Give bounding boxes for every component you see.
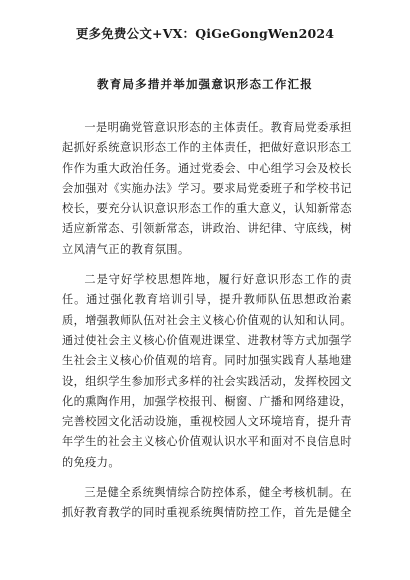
paragraph-3: 三是健全系统舆情综合防控体系，健全考核机制。在抓好教育教学的同时重视系统舆情防控工作，首先是健全 [62,486,352,520]
header-note: 更多免费公文+VX：QiGeGongWen2024 [75,26,335,41]
paragraph-2: 二是守好学校思想阵地，履行好意识形态工作的责任。通过强化教育培训引导，提升教师队伍思想政治素质，增强教师队伍对社会主义核心价值观的认知和认同。通过使社会主义核心价值观进课堂、进教材等方式加强学生社会主义核心价值观的培育。同时加强实践育人基地建设，组织学生参加形式多样的社会实践活动，发挥校园文化的熏陶作用，加强学校报刊、橱窗、广播和网络建设，完善校园文化活动设施，重视校园人文环境培育，提升青年学生的社会主义核心价值观认识水平和面对不良信息时的免疫力。 [62,273,352,469]
document-body [62,118,352,524]
document-title: 教育局多措并举加强意识形态工作汇报 [97,77,313,91]
paragraph-1: 一是明确党管意识形态的主体责任。教育局党委承担起抓好系统意识形态工作的主体责任，把做好意识形态工作作为重大政治任务。通过党委会、中心组学习会及校长会加强对《实施办法》学习。要求局党委班子和学校书记校长，要充分认识意识形态工作的重大意义，认知新常态适应新常态、引领新常态，讲政治、讲纪律、守底线，树立风清气正的教育氛围。 [62,121,352,256]
